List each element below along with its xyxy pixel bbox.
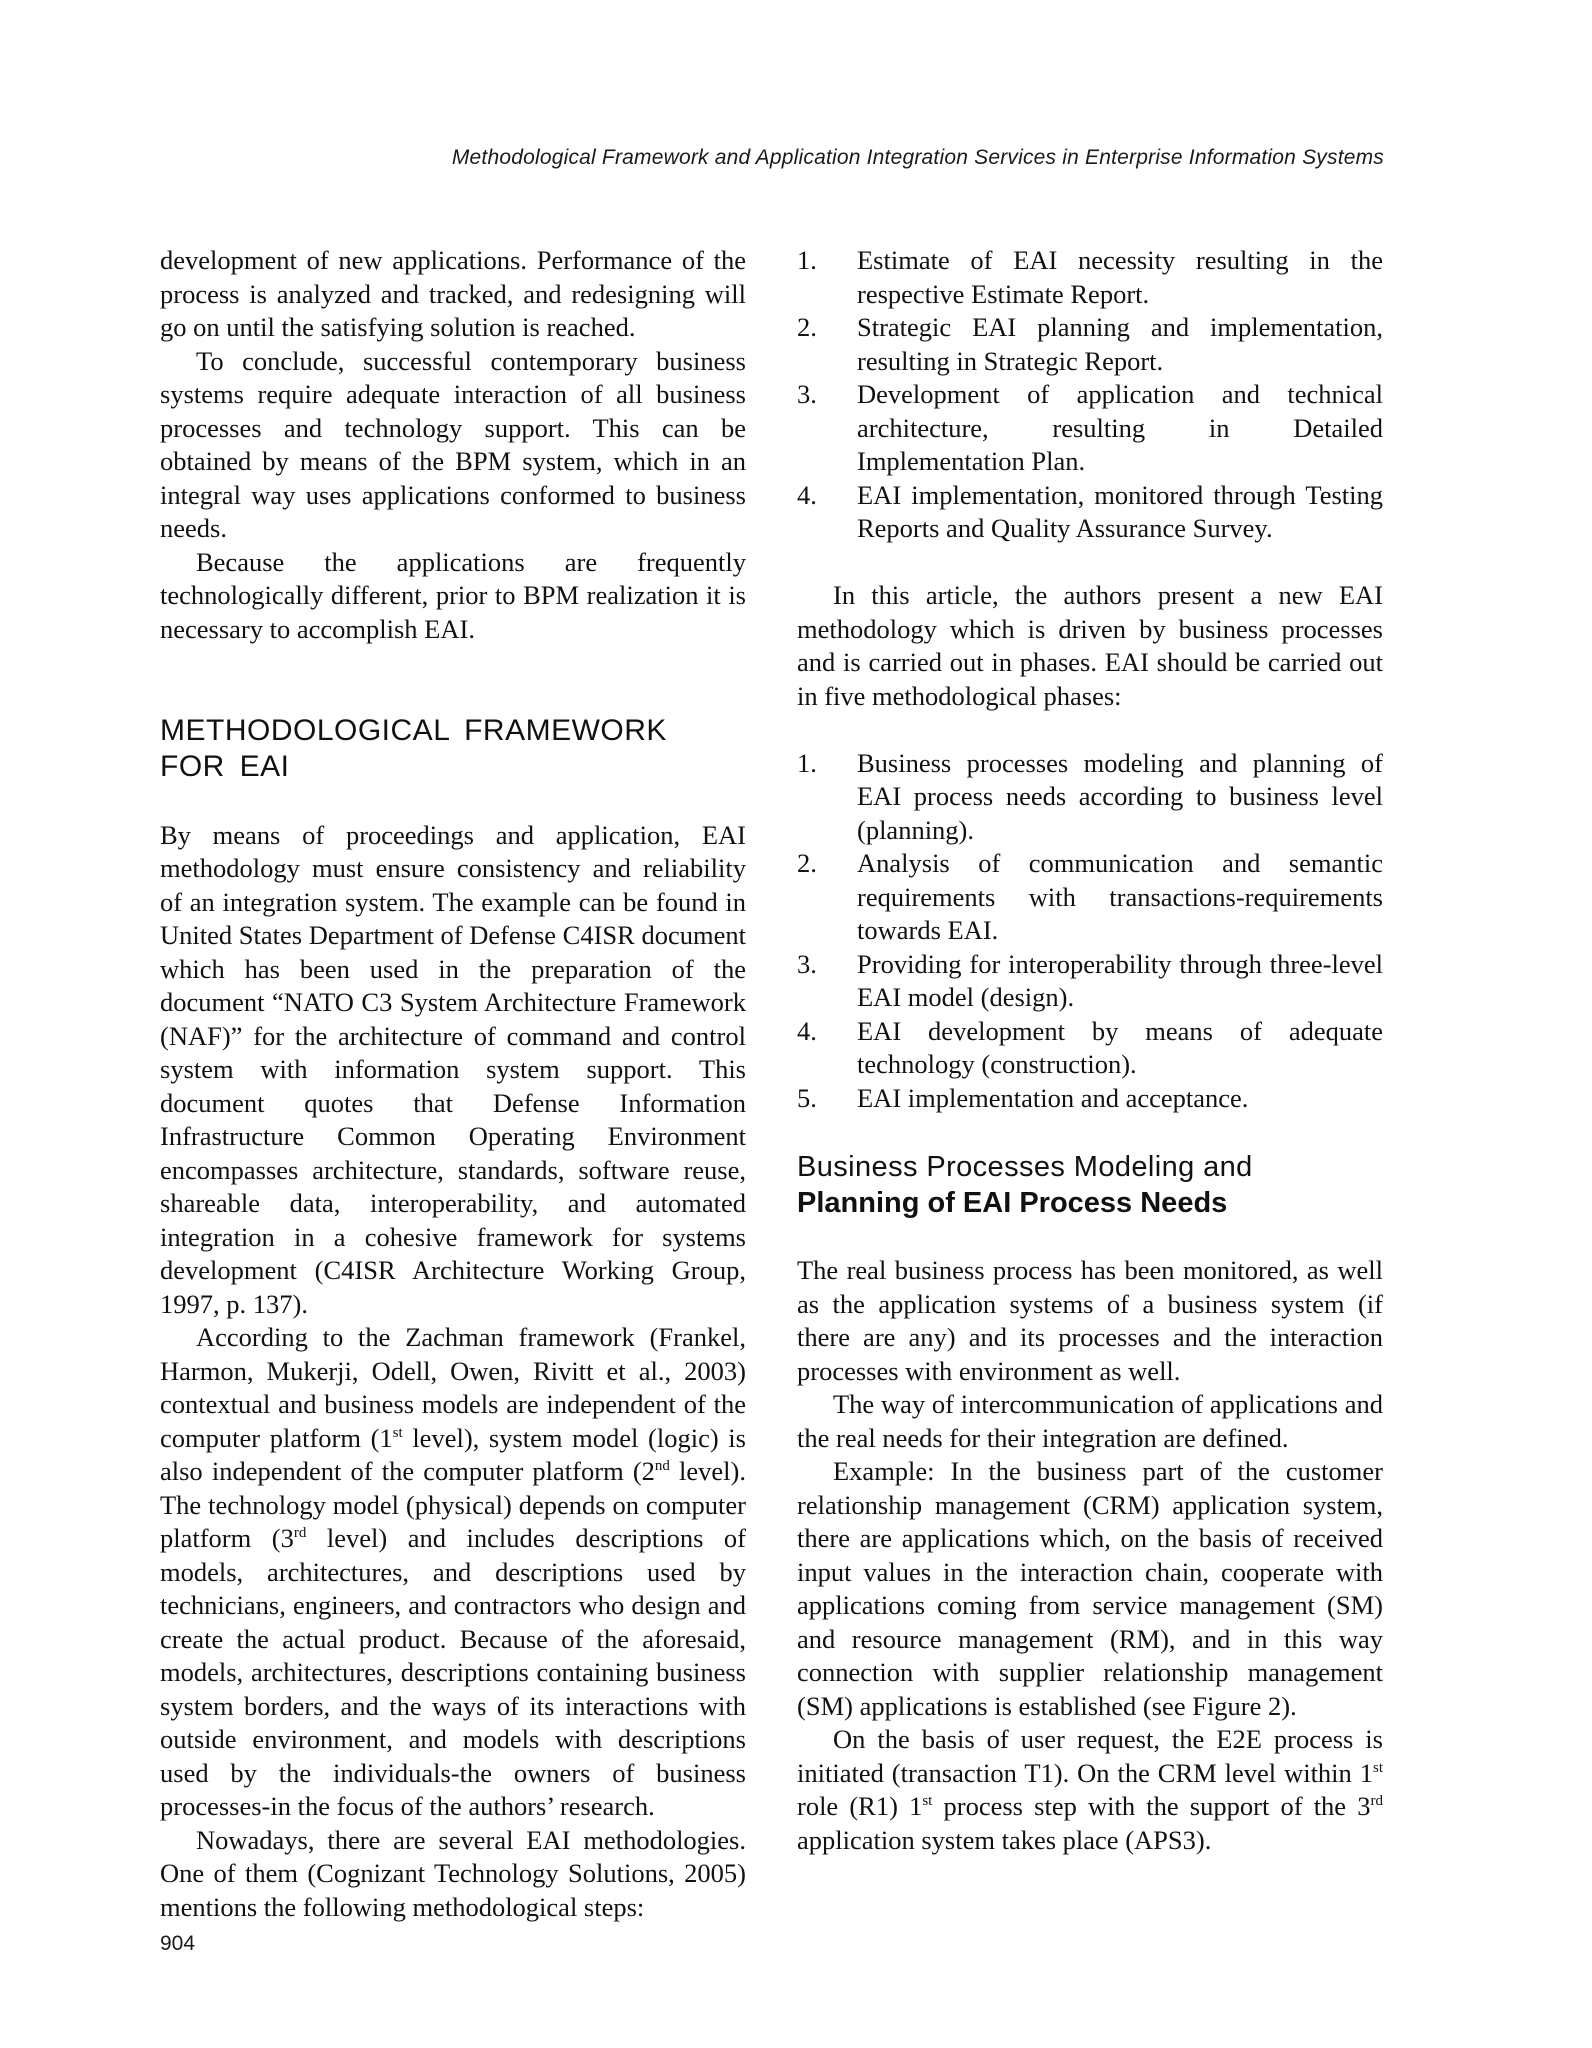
list-text: Development of application and technical architecture, resulting in Detailed Implementation Plan. (857, 379, 1383, 476)
paragraph: The way of intercommunication of applications and the real needs for their integration are defined. (797, 1389, 1383, 1453)
superscript: st (392, 1424, 403, 1441)
list-number: 1. (797, 245, 817, 275)
list-number: 4. (797, 479, 817, 510)
paragraph-e2e (797, 1723, 1383, 1857)
list-text: Strategic EAI planning and implementation, resulting in Strategic Report. (857, 312, 1383, 376)
list-item (797, 747, 1383, 848)
list-item (797, 847, 1383, 948)
superscript: nd (654, 1458, 670, 1474)
paragraph: development of new applications. Performance of the process is analyzed and tracked, and redesigning will go on until the satisfying solution is reached. (160, 245, 746, 342)
methodological-phases-list (797, 747, 1383, 1116)
text-run: level) and includes descriptions of models, architectures, and descriptions used by technicians, engineers, and contractors who design and create the actual product. Because of the aforesaid, models, architectures, descriptions containing business system borders, and the ways of its interactions with outside environment, and models with descriptions used by the individuals-the owners of business processes-in the focus of the authors’ research. (160, 1523, 746, 1821)
list-item (797, 378, 1383, 479)
list-number: 5. (797, 1082, 817, 1113)
text-run: level). The technology model (physical) depends on computer platform (3 (160, 1456, 746, 1553)
list-text: Business processes modeling and planning of EAI process needs according to business level (planning). (857, 747, 1383, 845)
list-text: EAI implementation and acceptance. (857, 1082, 1249, 1113)
list-item (797, 948, 1383, 1015)
subsection-heading (797, 1149, 1383, 1221)
list-item (797, 1082, 1383, 1116)
running-head: Methodological Framework and Application Integration Services in Enterprise Information Systems (451, 146, 1384, 169)
text-run: According to the Zachman framework (Frankel, Harmon, Mukerji, Odell, Owen, Rivitt et al., 2003) contextual and business models are independent of the computer platform (1 (160, 1322, 746, 1453)
paragraph: To conclude, successful contemporary business systems require adequate interaction of all business processes and technology support. This can be obtained by means of the BPM system, which in an integral way uses applications conformed to business needs. (160, 345, 746, 543)
list-number: 3. (797, 948, 817, 979)
list-item (797, 244, 1383, 311)
paragraph: The real business process has been monitored, as well as the application systems of a business system (if there are any) and its processes and the interaction processes with environment as well. (797, 1255, 1383, 1386)
superscript: st (1372, 1759, 1383, 1776)
methodological-steps-list (797, 244, 1383, 546)
paragraph: Example: In the business part of the customer relationship management (CRM) application system, there are applications which, on the basis of received input values in the interaction chain, cooperate with applications coming from service management (SM) and resource management (RM), and in this way connection with supplier relationship management (SM) applications is established (see Figure 2). (797, 1456, 1383, 1721)
list-text: EAI implementation, monitored through Testing Reports and Quality Assurance Survey. (857, 479, 1383, 543)
paragraph: By means of proceedings and application, EAI methodology must ensure consistency and reliability of an integration system. The example can be found in United States Department of Defense C4ISR document which has been used in the preparation of the document “NATO C3 System Architecture Framework (NAF)” for the architecture of command and control system with information system support. This document quotes that Defense Information Infrastructure Common Operating Environment encompasses architecture, standards, software reuse, shareable data, interoperability, and automated integration in a cohesive framework for systems development (C4ISR Architecture Working Group, 1997, p. 137). (160, 819, 746, 1319)
paragraph: Nowadays, there are several EAI methodologies. One of them (Cognizant Technology Solutions, 2005) mentions the following methodological steps: (160, 1824, 746, 1922)
list-number: 2. (797, 848, 817, 878)
section-heading: METHODOLOGICAL FRAMEWORK FOR EAI (160, 714, 667, 783)
list-text: EAI development by means of adequate technology (construction). (857, 1015, 1383, 1079)
text-run: level), system model (logic) is also independent of the computer platform (2 (160, 1422, 746, 1486)
list-text: Estimate of EAI necessity resulting in the respective Estimate Report. (857, 245, 1383, 309)
paragraph: In this article, the authors present a new EAI methodology which is driven by business processes and is carried out in phases. EAI should be carried out in five methodological phases: (797, 580, 1383, 711)
superscript: rd (293, 1525, 307, 1541)
list-number: 3. (797, 379, 817, 409)
list-item (797, 1015, 1383, 1082)
list-item (797, 311, 1383, 378)
page-number: 904 (160, 1932, 196, 1955)
superscript: rd (1370, 1793, 1383, 1809)
subsection-heading-line2: Planning of EAI Process Needs (797, 1186, 1228, 1219)
list-number: 4. (797, 1015, 817, 1046)
list-text: Providing for interoperability through three-level EAI model (design). (857, 948, 1383, 1012)
left-column (160, 244, 746, 1924)
text-run: On the basis of user request, the E2E process is initiated (transaction T1). On the CRM level within 1 (797, 1724, 1383, 1788)
list-number: 2. (797, 312, 817, 342)
list-item (797, 479, 1383, 546)
subsection-heading-line1: Business Processes Modeling and (797, 1150, 1253, 1183)
superscript: st (922, 1793, 933, 1809)
right-column (797, 244, 1383, 1857)
text-run: role (R1) 1 (797, 1791, 923, 1821)
paragraph: Because the applications are frequently technologically different, prior to BPM realization it is necessary to accomplish EAI. (160, 546, 746, 644)
list-text: Analysis of communication and semantic requirements with transactions-requirements towards EAI. (857, 848, 1383, 945)
list-number: 1. (797, 747, 817, 778)
text-run: process step with the support of the 3 (932, 1791, 1371, 1821)
text-run: application system takes place (APS3). (797, 1824, 1212, 1855)
paragraph-zachman (160, 1321, 746, 1824)
